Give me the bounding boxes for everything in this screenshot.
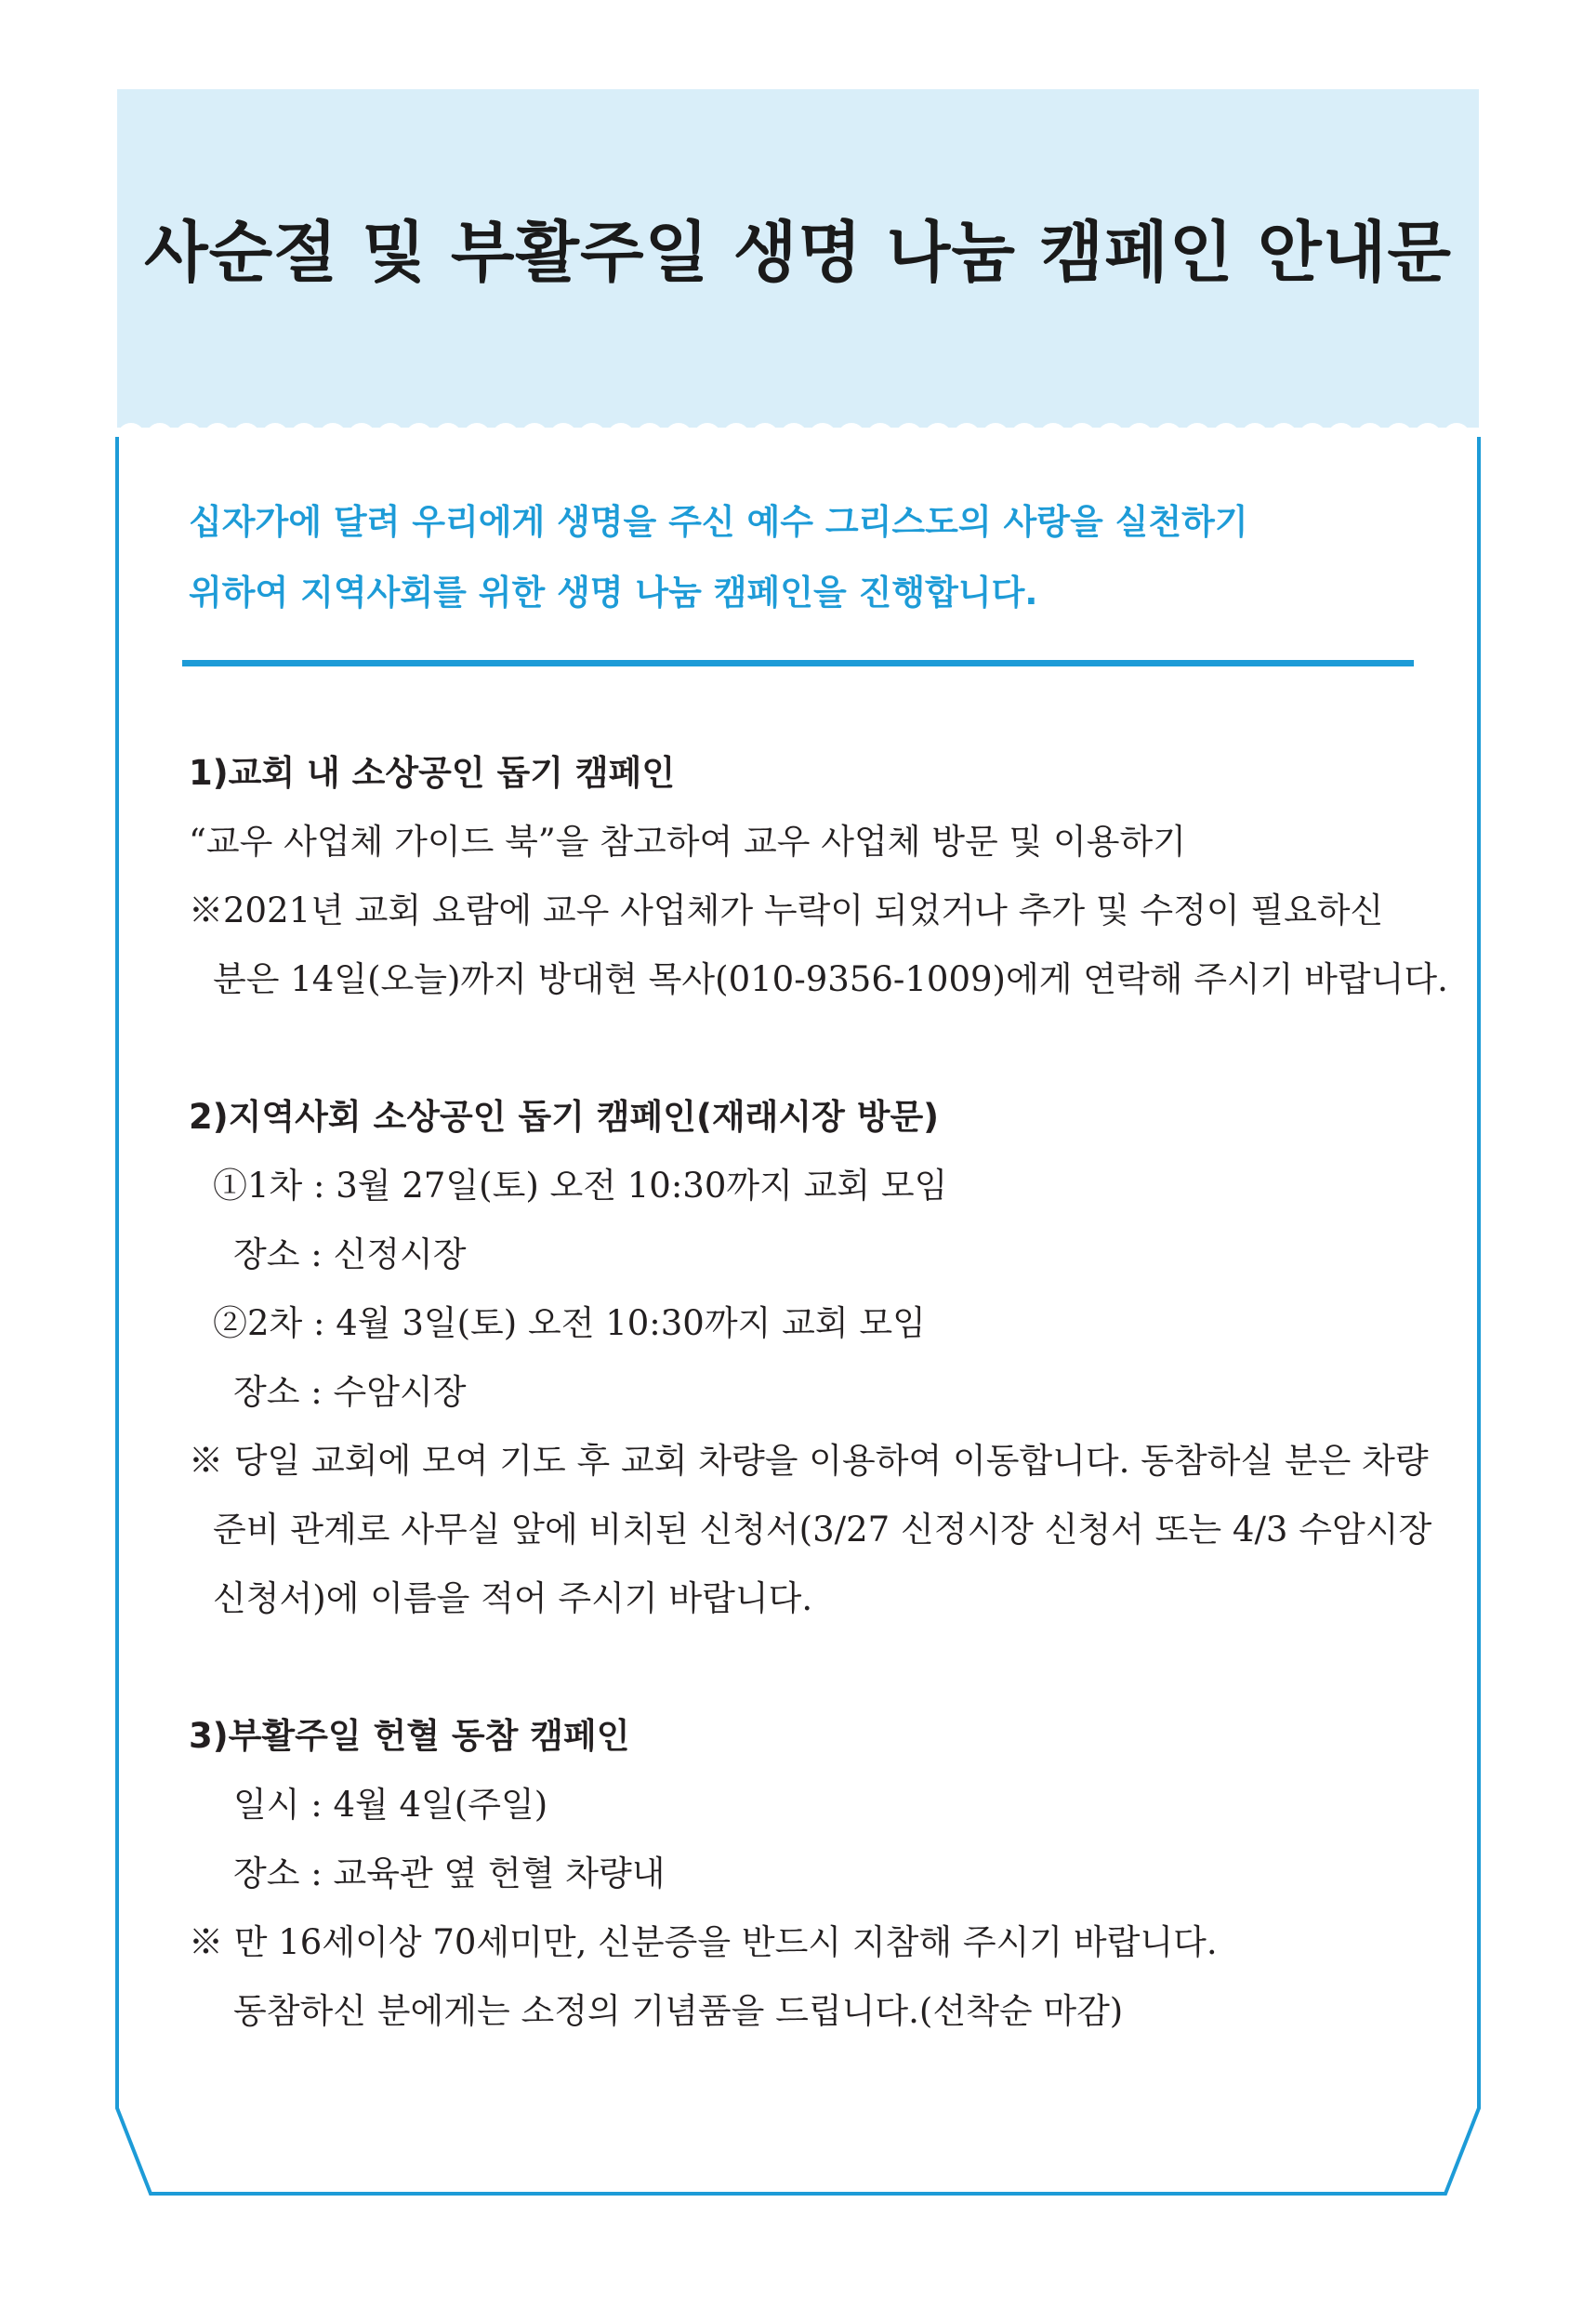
section-line: 준비 관계로 사무실 앞에 비치된 신청서(3/27 신정시장 신청서 또는 4/3 수암시장	[213, 1510, 1432, 1550]
section-line: ※ 만 16세이상 70세미만, 신분증을 반드시 지참해 주시기 바랍니다.	[189, 1922, 1218, 1962]
notice-body	[189, 739, 1448, 2046]
section-line: 장소 : 신정시장	[233, 1234, 467, 1274]
section-line: ※2021년 교회 요람에 교우 사업체가 누락이 되었거나 추가 및 수정이 필요하신	[189, 890, 1384, 930]
intro-line: 위하여 지역사회를 위한 생명 나눔 캠페인을 진행합니다.	[189, 573, 1038, 613]
intro-text	[189, 487, 1425, 628]
section-line: ①1차 : 3월 27일(토) 오전 10:30까지 교회 모임	[213, 1166, 948, 1206]
intro-line: 십자가에 달려 우리에게 생명을 주신 예수 그리스도의 사랑을 실천하기	[189, 502, 1248, 542]
section-line: 장소 : 교육관 옆 헌혈 차량내	[233, 1853, 666, 1893]
section-blood-donation	[189, 1702, 1434, 2046]
section-line: ※ 당일 교회에 모여 기도 후 교회 차량을 이용하여 이동합니다. 동참하실 분은 차량	[189, 1441, 1429, 1481]
section-line: 동참하신 분에게는 소정의 기념품을 드립니다.(선착순 마감)	[233, 1991, 1124, 2031]
section-heading: 2)지역사회 소상공인 돕기 캠페인(재래시장 방문)	[189, 1097, 940, 1137]
intro-divider	[182, 660, 1414, 666]
section-line: 장소 : 수암시장	[233, 1372, 467, 1412]
section-heading: 3)부활주일 헌혈 동참 캠페인	[189, 1716, 630, 1756]
section-heading: 1)교회 내 소상공인 돕기 캠페인	[189, 753, 676, 793]
section-market-visit	[189, 1083, 1434, 1633]
section-line: 일시 : 4월 4일(주일)	[233, 1785, 548, 1825]
section-line: 분은 14일(오늘)까지 방대현 목사(010-9356-1009)에게 연락해 주시기 바랍니다.	[213, 959, 1448, 999]
page-title: 사순절 및 부활주일 생명 나눔 캠페인 안내문	[144, 214, 1452, 291]
section-local-business	[189, 739, 1448, 1014]
section-line: ②2차 : 4월 3일(토) 오전 10:30까지 교회 모임	[213, 1303, 926, 1343]
scallop-base	[117, 437, 1479, 455]
section-line: “교우 사업체 가이드 북”을 참고하여 교우 사업체 방문 및 이용하기	[189, 822, 1186, 862]
section-line: 신청서)에 이름을 적어 주시기 바랍니다.	[213, 1578, 813, 1618]
